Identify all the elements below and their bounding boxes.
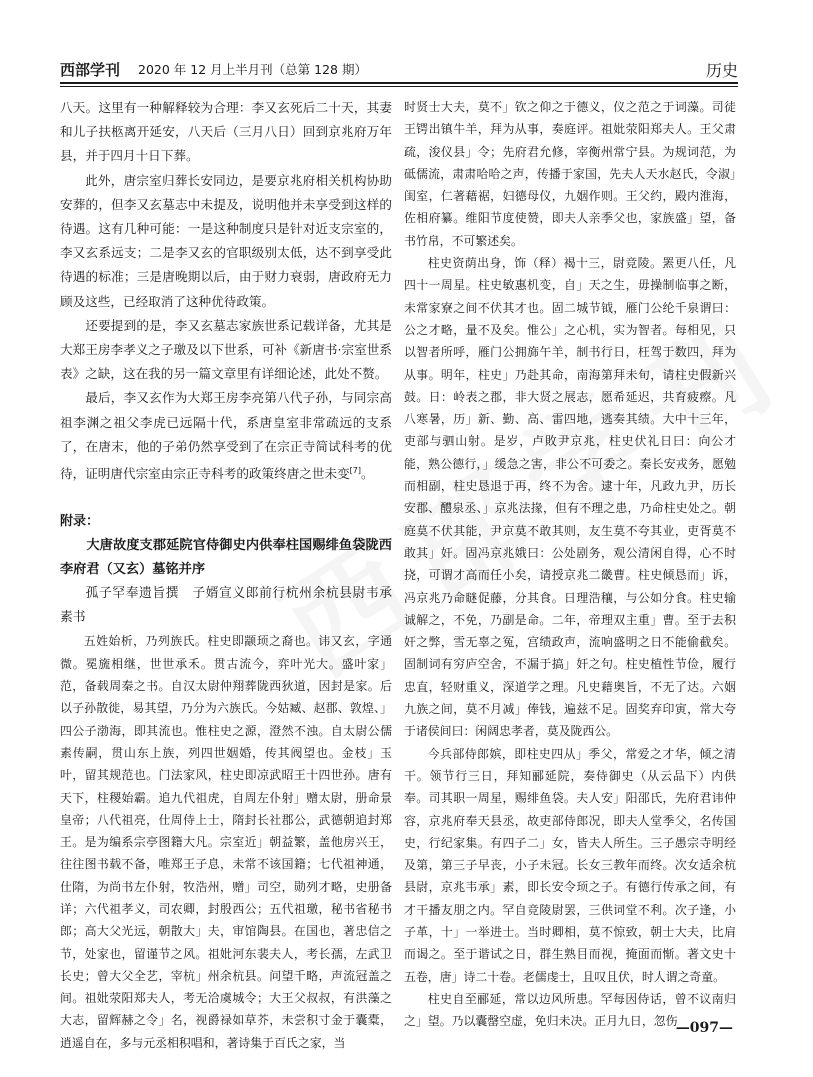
paragraph-text: 最后，李又玄作为大郑王房李亮第八代子孙，与同宗高祖李渊之祖父李虎已远隔十代，系唐皇室非常疏远的支系了，在唐末，他的子弟仍然享受到了在宗正寺简试科考的优待，证明唐代宗室由宗正寺科考的政策终唐之世未变 [60, 390, 392, 482]
inscription-paragraph: 柱史自至郦延，常以边风所患。罕每因侍话，曾不议南归之」望。乃以囊罄空虚，免归未决。正月九日，忽伤 [404, 991, 736, 1029]
appendix-title: 大唐故度支郡延院官侍御史内供奉柱国赐绯鱼袋陇西李府君（又玄）墓铭并序 [60, 538, 392, 578]
inscription-paragraph: 今兵部侍郎嫔，即柱史四从」季父，常爱之才华，倾之清干。领节行三日，拜知郦延院，奏侍御史（从云品下）内供奉。司其职一周星，赐绯鱼袋。夫人安」阳邵氏，先府君讳仲容，京兆府奉天县丞，故吏部侍郎况，即夫人堂季父，名传国史，行纪家集。有四子二」女，皆夫人所生。三子愚宗寺明经及第，第三子早丧，小子未冠。长女三教年而终。次女适余杭县尉，京兆韦承」素，即长安令顼之子。有德行传承之间，有才干播友朋之内。罕自竞陵尉罢，三供词堂不利。次子逢，小子革，十」一举进士。当时卿相，莫不惊致，朝士大夫，比肩而谒之。至于谐试之日，群生熟目而视，掩面而惭。著文史十五卷，唐」诗二十卷。老儒虔士，且叹且伏，时人谓之奇童。 [404, 746, 736, 984]
inscription-paragraph: 柱史资荫出身，饰（释）褐十三，尉竞陵。罴更八任，凡四十一周星。柱史敏惠机变，自」天之生，毋操制临事之断，未常家寮之间不伏其才也。固二城节钺，雁门公纶千泉谓曰：公之才略，量不及矣。惟公」之心机，实为智者。每相见，只以智者所呼，雁门公拥旆午羊，制书行日，枉驾于数四，拜为从事。明年，柱史」乃赴其命，南海第拜未旬，请柱史假新兴鼓。日：岭表之郡，非大贤之展志，愿希延迟，共育疲瘵。凡八寒暑，历」新、勤、高、雷四地，逃奏其绩。大中十三年，吏部与驷山射。是岁，卢敗尹京兆，柱史伏礼日曰：向公才能，熟公德行，」缓急之害，非公不可委之。秦长安戎务，愿勉而相副，柱史恳退于再，终不为舍。逮十年，凡政九尹，历长安郡、醴泉丞、」京兆法掾，但有不理之患，乃命柱史处之。朝庭莫不伏其能，尹京莫不敢其则，友生莫不夸其业，吏胥莫不敢其」奸。固冯京兆娥曰：公处剧务，观公清闲自得，心不时挠，可谓才高而任小矣，请授京兆二畿曹。柱史倾恳而」诉，冯京兆乃命瞇促藤，分其食。日理浩穰，与公如分食。柱史输诚解之，不免，乃副是命。二年，帝理双主重」曹。至于去积奸之弊，雪无辜之冤，宫绩政声，流响盛明之日不能偷截矣。固制词有穷庐空舍，不漏于搞」奸之句。柱史植性节俭，履行忠直，轻财重义，深道学之理。凡史藉奥旨，不无了达。六姻九族之间，莫不月减」俸钱，遍兹不足。固奖弃印寅，常大夸于诸侯间曰：闲阔忠孝者，莫及陇西公。 [404, 256, 736, 739]
header-rule-thin [60, 86, 738, 87]
appendix-label: 附录： [60, 514, 100, 530]
right-column [404, 96, 736, 1036]
body-paragraph: 还要提到的是，李又玄墓志家族世系记载详备，尤其是大郑王房李孝义之子璬及以下世系，可补《新唐书·宗室世系表》之缺，这在我的另一篇文章里有详细论述，此处不赘。 [60, 317, 392, 382]
inscription-paragraph: 五姓始析，乃列族氏。柱史即颛顼之裔也。讳又玄，字通微。冕旒相继，世世承禾。贯古流今，弈叶光大。盛叶家」范，备载周秦之书。自汉太尉仲翔葬陇西狄道，因封是家。后以子孙散徙，易其望，乃分为六族氏。今姑臧、赵郡、敦煌、」四公子渤海，即其流也。惟柱史之源，澄然不浊。自太尉公儒素传嗣，贯山东上族，列四世姻婚，传其阀望也。金枝」玉叶，留其规范也。门法家风，柱史即凉武昭王十四世孙。唐有天下，柱稷始霸。追九代祖虎，自周左仆射」赠太尉，册命景皇帝；八代祖亮，仕周侍上士，隋封长社郡公，武德朝追封郑王。是为编系宗亭图籍大凡。宗室近」朝益繁，盖他房兴王，往往图书载不备，唯郑王子息，未常不该国籍；七代祖神通，仕隋，为尚书左仆射，牧浩州，赠」司空，勋列才略，史册备详；六代祖孝义，司农卿，封殷西公；五代祖璬，秘书省秘书郎；高大父光远，朝散大」夫，审馆陶县。在国也，著忠信之节，处家也，留谨节之风。祖妣河东裴夫人，考长孺，左武卫长史；曾大父全艺，宰杭」州余杭县。问望千略，声流冠盖之间。祖妣荥阳郑夫人，考无洽虞城令；大王父叔叔，有洪藻之大志，留辉赫之令」名，视爵禄如草芥，未尝积寸金于囊橐，逍遥自在，多与元丞相积唱和，著诗集于百氏之家，当 [60, 634, 392, 1050]
left-column [60, 96, 392, 1050]
body-paragraph: 此外，唐宗室归葬长安同边，是要京兆府相关机构协助安葬的，但李又玄墓志中未提及，说明他并未享受到这样的待遇。这有几种可能：一是这种制度只是针对近支宗室的，李又玄系远支；二是李又玄的官职级别太低，达不到享受此待遇的标准；三是唐晚期以后，由于财力衰弱，唐政府无力顾及这些，已经取消了这种优待政策。 [60, 172, 392, 309]
issue-info: 2020 年 12 月上半月刊（总第 128 期） [138, 62, 367, 77]
header-rule [60, 82, 738, 84]
appendix-authors: 孤子罕奉遗旨撰 子婿宣义郎前行杭州余杭县尉韦承素书 [60, 586, 392, 626]
section-title: 历史 [705, 61, 738, 80]
running-header [60, 56, 738, 80]
journal-logo: 西部学刊 [60, 61, 121, 79]
footnote-marker: [7] [349, 466, 361, 476]
body-paragraph [60, 386, 392, 486]
inscription-paragraph: 时贤士大夫，莫不」钦之仰之于德义，仪之范之于词藻。司徒王锷出镇牛羊，拜为从事，奏庭评。祖妣荥阳郑夫人。王父肃疏，浚仪县」令；先府君允修，宰衡州常宁县。为规词范，为砥儒流，肃肃哈哈之声，传播于家国，先夫人天水赵氏，令淑」闺室，仁著藉裾，妇德母仪，九姻作则。王父约，殿内淮海，佐相府纂。维阳节度使赞，即夫人亲季父也，家族盛」望，备书竹帛，不可繁述矣。 [404, 100, 736, 248]
page-number: —097— [675, 1020, 733, 1036]
paragraph-end: 。 [361, 466, 374, 482]
body-paragraph: 八天。这里有一种解释较为合理：李又玄死后二十天，其妻和儿子扶柩离开延安，八天后（三月八日）回到京兆府万年县，并于四月十日下葬。 [60, 100, 392, 164]
